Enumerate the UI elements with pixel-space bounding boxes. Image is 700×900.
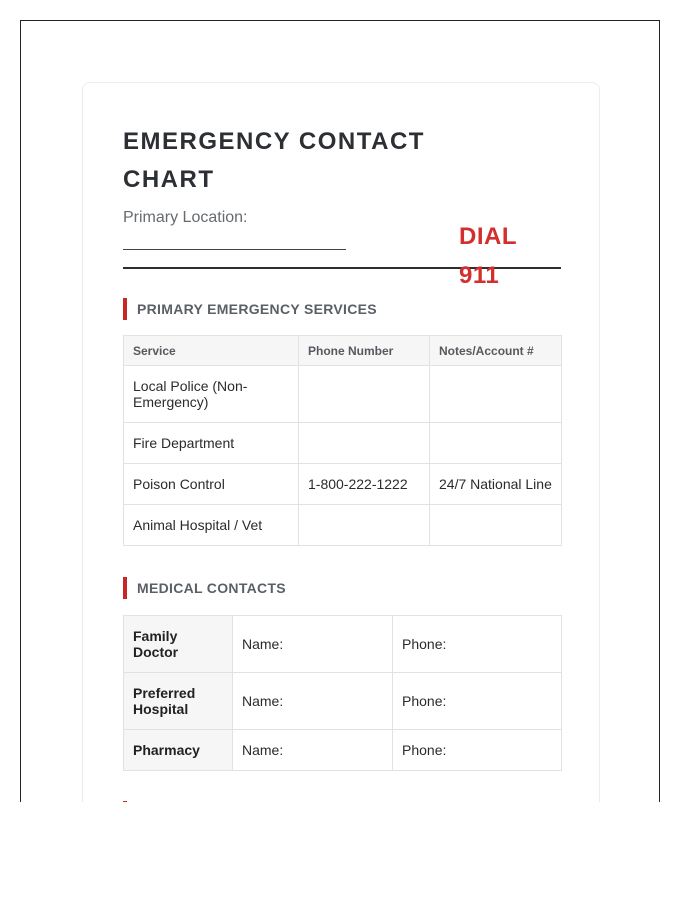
table-row [124, 673, 562, 730]
table-row [124, 730, 562, 771]
page-title: EMERGENCY CONTACT CHART [123, 128, 425, 193]
notes-cell [430, 423, 562, 464]
phone-cell: Phone: [393, 673, 562, 730]
table-row [124, 423, 562, 464]
primary-location-blank-line [123, 249, 346, 250]
column-header-notes: Notes/Account # [430, 336, 562, 366]
notes-cell: 24/7 National Line [430, 464, 562, 505]
primary-services-table [123, 335, 562, 546]
phone-cell: Phone: [393, 730, 562, 771]
table-row [124, 366, 562, 423]
phone-cell [299, 366, 430, 423]
section-heading-next-cut-off [123, 801, 561, 802]
section-heading-medical-contacts: MEDICAL CONTACTS [123, 577, 561, 599]
chart-header [123, 121, 561, 289]
table-row [124, 464, 562, 505]
contact-type-cell: Family Doctor [124, 616, 233, 673]
column-header-service: Service [124, 336, 299, 366]
contact-chart-card [82, 82, 600, 802]
service-cell: Poison Control [124, 464, 299, 505]
dial-911-callout: DIAL 911 [459, 223, 517, 289]
document-page [20, 20, 660, 802]
service-cell: Fire Department [124, 423, 299, 464]
column-header-phone-number: Phone Number [299, 336, 430, 366]
contact-type-cell: Preferred Hospital [124, 673, 233, 730]
table-row [124, 505, 562, 546]
phone-cell: Phone: [393, 616, 562, 673]
contact-type-cell: Pharmacy [124, 730, 233, 771]
service-cell: Animal Hospital / Vet [124, 505, 299, 546]
service-cell: Local Police (Non-Emergency) [124, 366, 299, 423]
table-header-row [124, 336, 562, 366]
name-cell: Name: [233, 730, 393, 771]
phone-cell [299, 505, 430, 546]
section-heading-primary-services: PRIMARY EMERGENCY SERVICES [123, 298, 561, 320]
phone-cell: 1-800-222-1222 [299, 464, 430, 505]
table-row [124, 616, 562, 673]
name-cell: Name: [233, 673, 393, 730]
primary-location-label: Primary Location: [123, 209, 248, 226]
phone-cell [299, 423, 430, 464]
notes-cell [430, 505, 562, 546]
notes-cell [430, 366, 562, 423]
medical-contacts-table [123, 615, 562, 771]
name-cell: Name: [233, 616, 393, 673]
